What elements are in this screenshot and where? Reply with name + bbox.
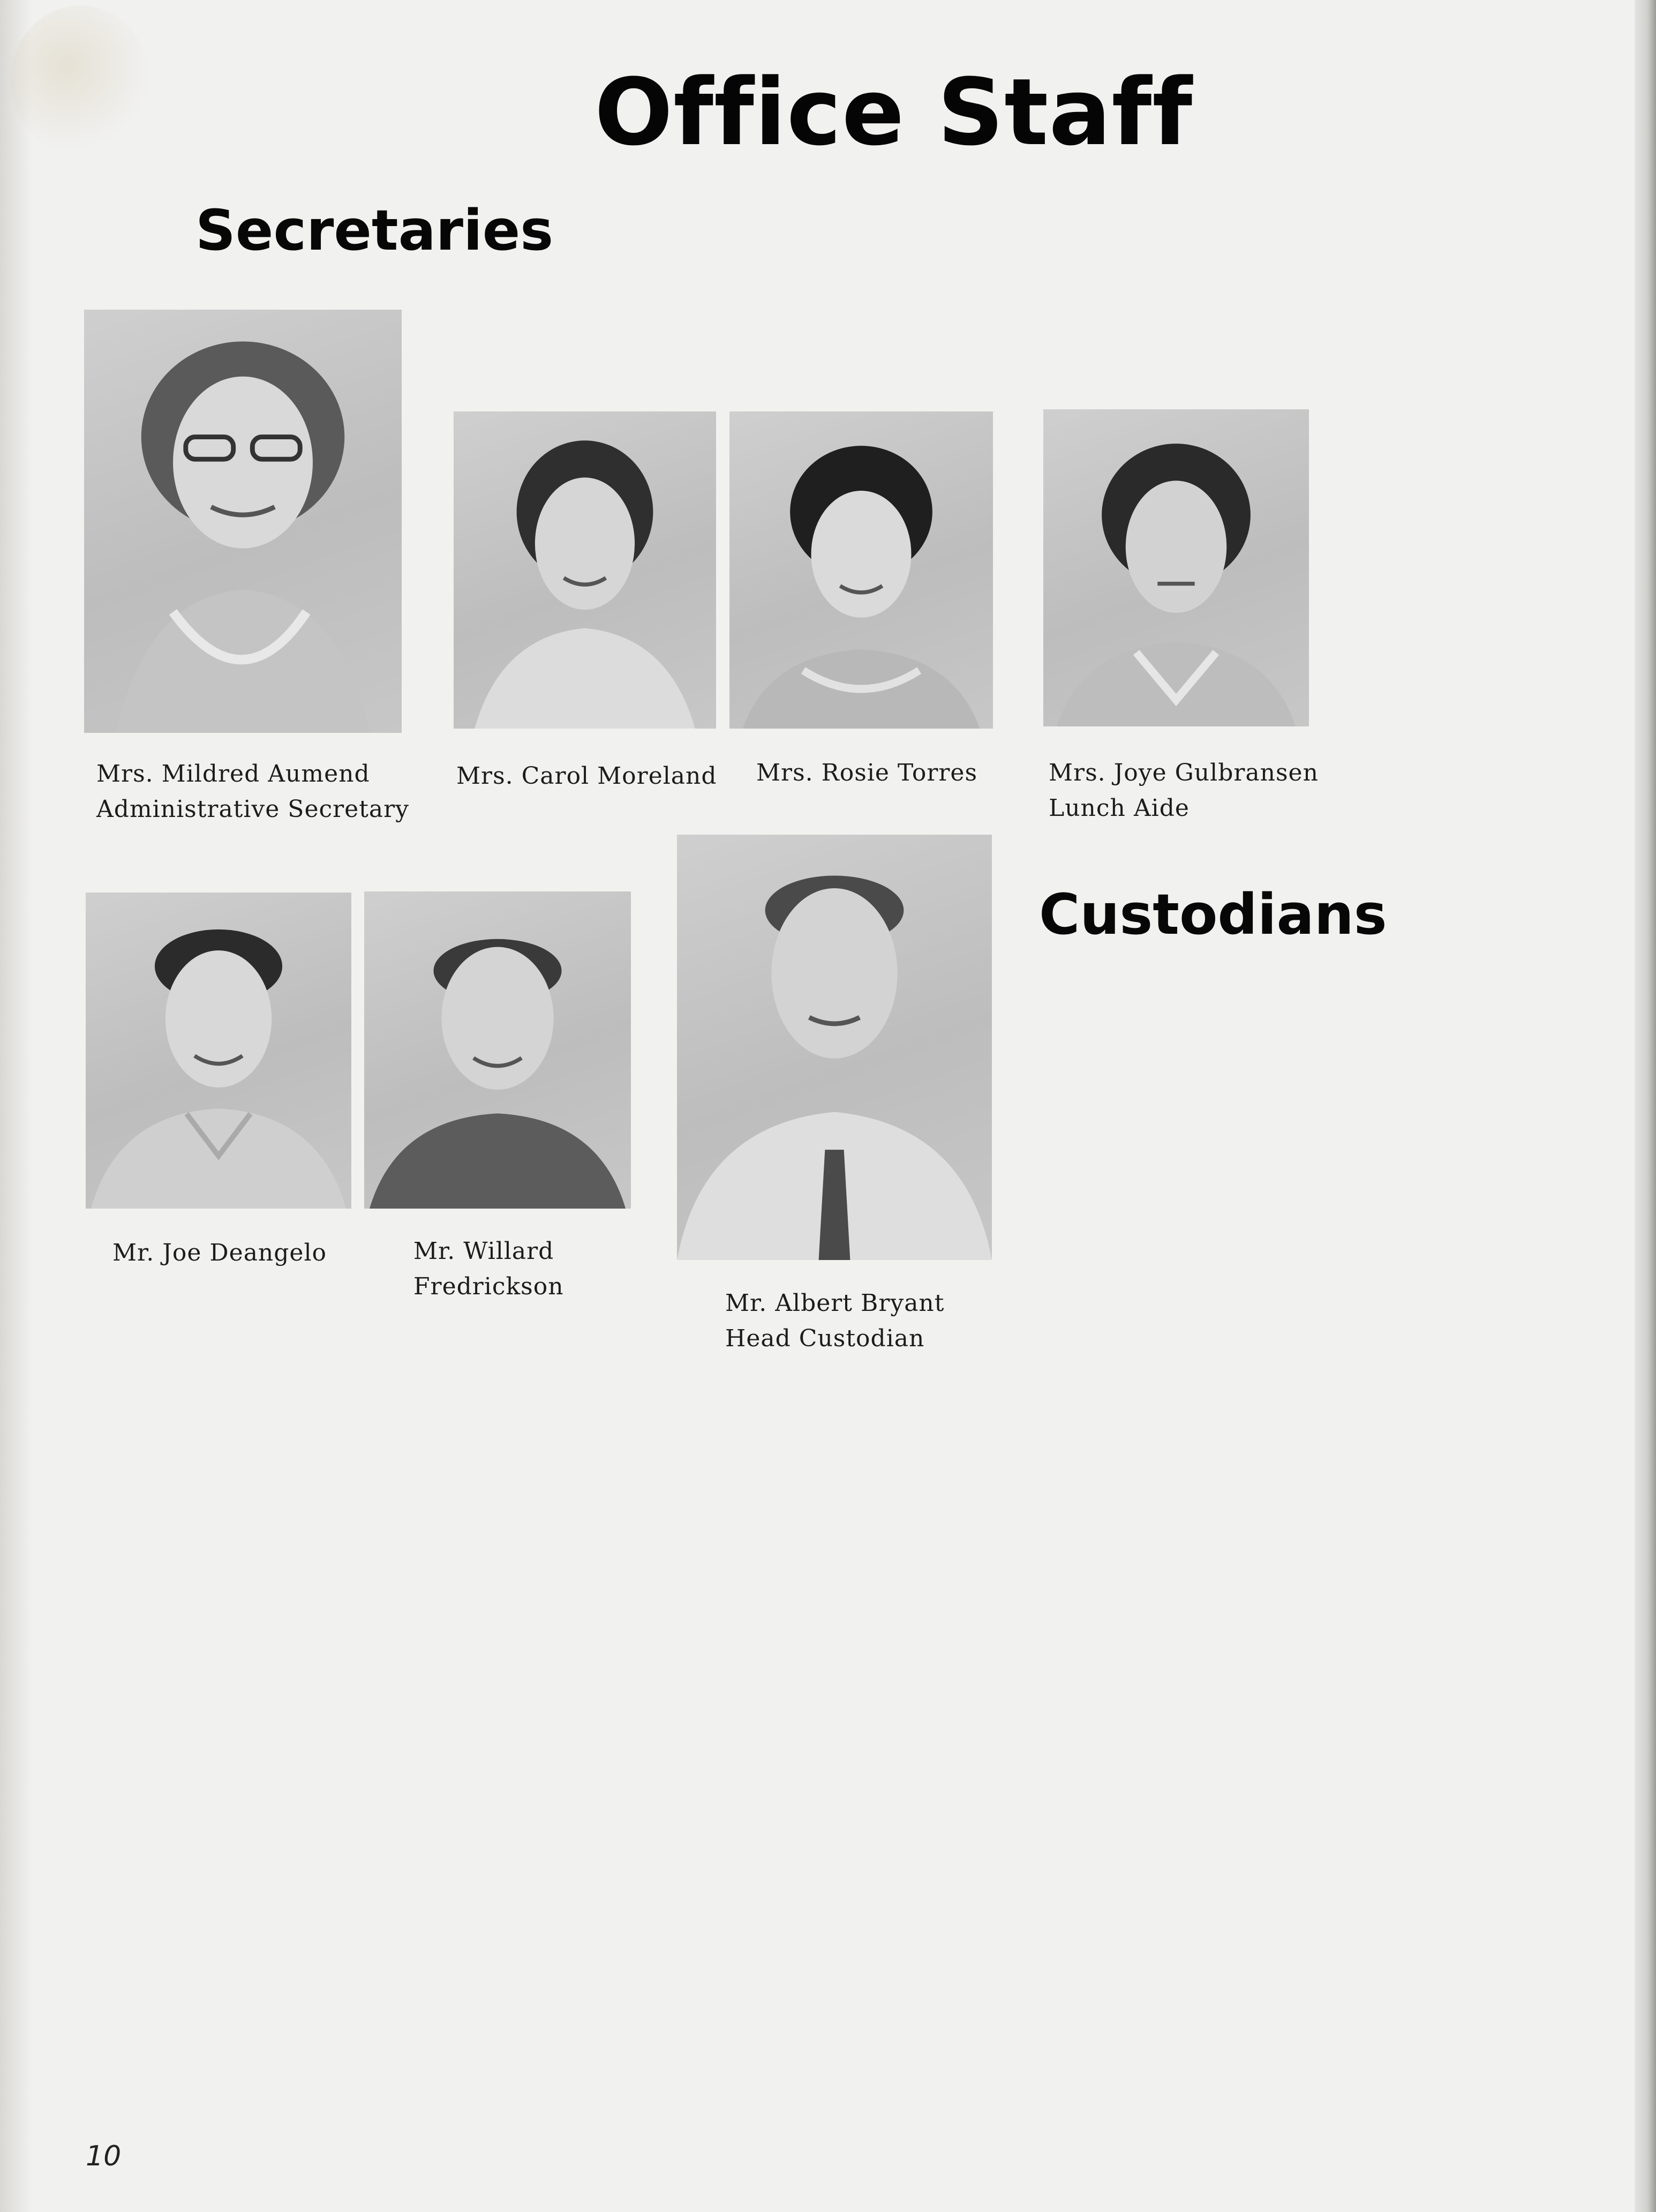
caption-joe-deangelo (112, 1235, 327, 1271)
person-name: Mrs. Joye Gulbransen (1049, 759, 1319, 786)
caption-willard-fredrickson (413, 1234, 564, 1304)
page-title: Office Staff (594, 58, 1193, 166)
person-role: Head Custodian (725, 1325, 925, 1352)
portrait-photo-willard-fredrickson (364, 891, 631, 1209)
person-name: Mr. Albert Bryant (725, 1289, 945, 1317)
page-edge-right (1635, 0, 1656, 2212)
page-number: 10 (86, 2140, 122, 2172)
portrait-photo-icon (729, 411, 993, 729)
portrait-photo-icon (677, 835, 992, 1260)
caption-mildred-aumend (96, 756, 409, 827)
portrait-photo-joe-deangelo (86, 893, 351, 1209)
section-heading-secretaries: Secretaries (195, 198, 554, 263)
portrait-photo-joye-gulbransen (1043, 409, 1309, 726)
caption-rosie-torres (756, 755, 977, 791)
portrait-photo-icon (1043, 409, 1309, 726)
caption-albert-bryant (725, 1286, 944, 1356)
page-shadow-left (0, 0, 32, 2212)
portrait-photo-icon (454, 411, 716, 729)
caption-joye-gulbransen (1049, 755, 1319, 826)
person-role: Lunch Aide (1049, 794, 1190, 822)
portrait-photo-albert-bryant (677, 835, 992, 1260)
person-name: Mr. Joe Deangelo (112, 1239, 327, 1266)
person-role: Administrative Secretary (96, 796, 410, 823)
portrait-photo-icon (86, 893, 351, 1209)
paper-stain (11, 5, 150, 155)
portrait-photo-carol-moreland (454, 411, 716, 729)
person-role: Fredrickson (413, 1273, 564, 1300)
portrait-photo-icon (84, 310, 402, 733)
person-name: Mrs. Mildred Aumend (96, 760, 370, 788)
person-name: Mrs. Rosie Torres (756, 759, 978, 786)
caption-carol-moreland (456, 759, 717, 794)
portrait-photo-icon (364, 891, 631, 1209)
person-name: Mrs. Carol Moreland (456, 762, 717, 790)
section-heading-custodians: Custodians (1039, 882, 1387, 947)
portrait-photo-mildred-aumend (84, 310, 402, 733)
person-name: Mr. Willard (413, 1238, 554, 1265)
portrait-photo-rosie-torres (729, 411, 993, 729)
